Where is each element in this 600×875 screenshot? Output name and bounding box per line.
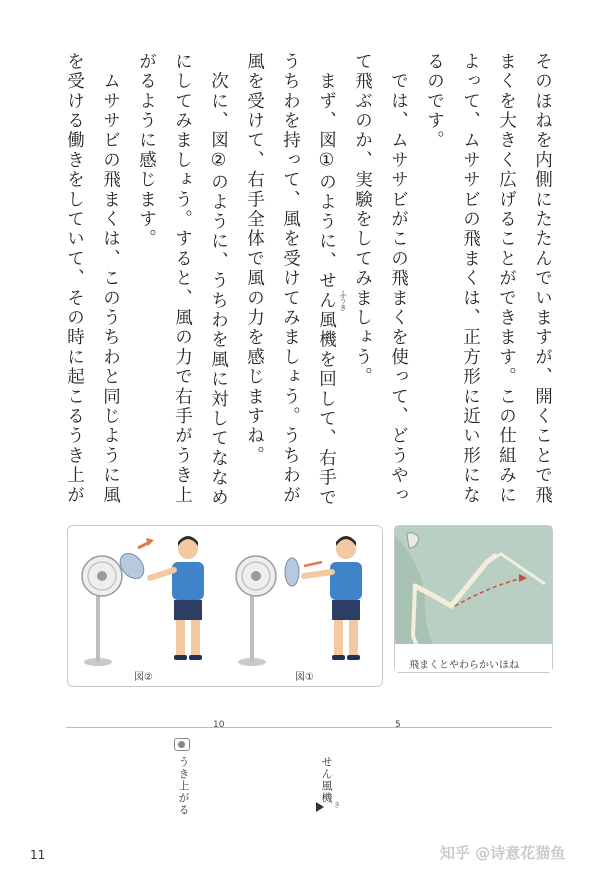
experiment-figure-panel [67,525,383,687]
page-number: 11 [30,848,46,862]
squirrel-figure-panel [394,525,553,673]
figure-caption-1: 図① [295,672,314,683]
figure-caption-2: 図② [134,672,153,683]
text-column-13: ムササビの飛まくは、このうちわと同じように風 [100,52,121,506]
figure-reference-marker: ② [208,150,229,173]
experiment-illustration [68,526,382,686]
furigana-senpuki: ふうき [339,290,347,311]
text-column-6: て飛ぶのか、実験をしてみましょう。 [352,52,373,387]
text-column-5: では、ムササビがこの飛まくを使って、どうやっ [388,52,409,506]
text-column-12: がるように感じます。 [136,52,157,249]
person-right [285,536,362,660]
text-column-8: うちわを持って、風を受けてみましょう。うちわが [280,52,301,506]
text-column-3: よって、ムササビの飛まくは、正方形に近い形にな [460,52,481,506]
text-column-2: まくを大きく広げることができます。この仕組みに [496,52,517,506]
camera-icon [174,738,190,751]
squirrel-caption: 飛まくとやわらかいほね [409,660,519,671]
text-column-1: そのほねを内側にたたんでいますが、開くことで飛 [532,52,553,506]
ruler-tick-5: 5 [395,720,401,730]
text-column-14: を受ける働きをしていて、その時に起こるうき上が [64,52,85,506]
person-left [115,536,204,660]
figure-reference-marker: ① [316,150,337,173]
gloss-ukiagaru: うき上がる [177,756,190,816]
text-column-10: 次に、図②のように、うちわを風に対してななめ [208,52,229,508]
squirrel-membrane-illustration [395,526,552,672]
gloss-senpuki: せん風機 [320,756,333,804]
watermark: 知乎 @诗意花猫鱼 [440,844,566,862]
gloss-senpuki-ruby: き [334,802,341,809]
ruler-tick-10: 10 [213,720,225,730]
text-column-11: にしてみましょう。すると、風の力で右手がうき上 [172,52,193,506]
fan-right [236,556,276,666]
text-column-9: 風を受けて、右手全体で風の力を感じますね。 [244,52,265,466]
text-column-7: まず、図①のように、せん風機を回して、右手で [316,52,337,508]
fan-left [82,556,122,666]
line-ruler [66,727,552,728]
triangle-marker-icon [316,802,324,812]
text-column-4: るのです。 [424,52,445,151]
